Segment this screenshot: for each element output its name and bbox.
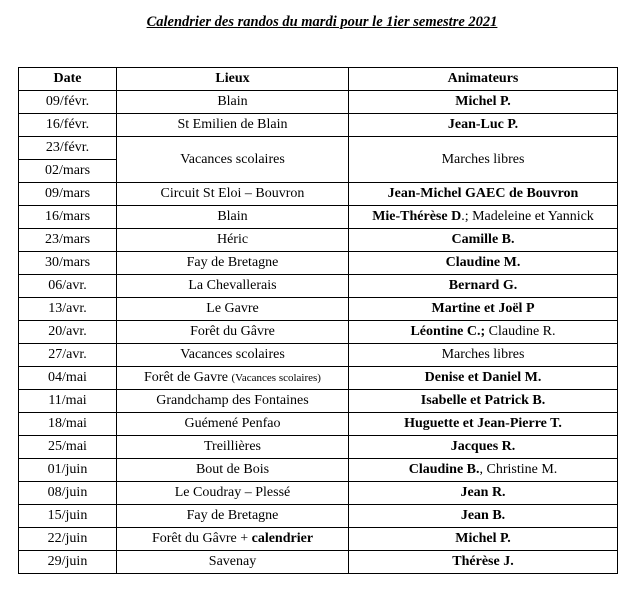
table-row xyxy=(19,206,618,229)
table-row xyxy=(19,505,618,528)
lieu-text: Forêt de Gavre xyxy=(144,370,232,385)
header-animateurs: Animateurs xyxy=(349,68,618,91)
date-cell: 16/févr. xyxy=(19,114,117,137)
lieu-cell: Blain xyxy=(117,91,349,114)
lieu-cell: Guémené Penfao xyxy=(117,413,349,436)
table-row xyxy=(19,275,618,298)
lieu-cell: Héric xyxy=(117,229,349,252)
date-cell: 15/juin xyxy=(19,505,117,528)
date-cell: 22/juin xyxy=(19,528,117,551)
header-date: Date xyxy=(19,68,117,91)
animateur-cell xyxy=(349,459,618,482)
table-row xyxy=(19,229,618,252)
table-row xyxy=(19,298,618,321)
table-row xyxy=(19,91,618,114)
animateur-bold: Mie-Thérèse D xyxy=(372,209,462,224)
table-row xyxy=(19,321,618,344)
animateur-rest: Claudine R. xyxy=(485,324,556,339)
document-title-text: Calendrier des randos du mardi pour le 1ier semestre 2021 xyxy=(146,14,498,30)
date-cell: 30/mars xyxy=(19,252,117,275)
date-cell: 23/févr. xyxy=(19,137,117,160)
animateur-cell: Martine et Joël P xyxy=(349,298,618,321)
document-title xyxy=(0,14,644,31)
table-row xyxy=(19,114,618,137)
lieu-note: (Vacances scolaires) xyxy=(231,372,321,384)
header-row xyxy=(19,68,618,91)
lieu-cell: Bout de Bois xyxy=(117,459,349,482)
date-cell: 06/avr. xyxy=(19,275,117,298)
animateur-cell: Jean R. xyxy=(349,482,618,505)
animateur-rest: .; Madeleine et Yannick xyxy=(461,209,594,224)
animateur-cell xyxy=(349,206,618,229)
lieu-cell: Vacances scolaires xyxy=(117,137,349,183)
lieu-cell: Vacances scolaires xyxy=(117,344,349,367)
table-row xyxy=(19,413,618,436)
date-cell: 11/mai xyxy=(19,390,117,413)
animateur-cell: Claudine M. xyxy=(349,252,618,275)
date-cell: 27/avr. xyxy=(19,344,117,367)
table-row xyxy=(19,459,618,482)
animateur-cell: Jean B. xyxy=(349,505,618,528)
lieu-cell: La Chevallerais xyxy=(117,275,349,298)
lieu-cell: Fay de Bretagne xyxy=(117,252,349,275)
table-row xyxy=(19,551,618,574)
date-cell: 16/mars xyxy=(19,206,117,229)
lieu-text: Forêt du Gâvre + xyxy=(151,531,252,546)
table-row xyxy=(19,390,618,413)
lieu-cell: Circuit St Eloi – Bouvron xyxy=(117,183,349,206)
animateur-cell: Isabelle et Patrick B. xyxy=(349,390,618,413)
animateur-bold: Claudine B. xyxy=(408,462,480,477)
date-cell: 09/mars xyxy=(19,183,117,206)
header-lieux: Lieux xyxy=(117,68,349,91)
animateur-cell: Michel P. xyxy=(349,528,618,551)
animateur-cell: Bernard G. xyxy=(349,275,618,298)
table-row xyxy=(19,344,618,367)
lieu-cell: Le Coudray – Plessé xyxy=(117,482,349,505)
animateur-cell: Thérèse J. xyxy=(349,551,618,574)
animateur-cell: Jean-Michel GAEC de Bouvron xyxy=(349,183,618,206)
table-row xyxy=(19,252,618,275)
date-cell: 25/mai xyxy=(19,436,117,459)
table-row xyxy=(19,482,618,505)
table-row xyxy=(19,528,618,551)
date-cell: 20/avr. xyxy=(19,321,117,344)
lieu-cell: St Emilien de Blain xyxy=(117,114,349,137)
date-cell: 02/mars xyxy=(19,160,117,183)
date-cell: 18/mai xyxy=(19,413,117,436)
animateur-cell: Denise et Daniel M. xyxy=(349,367,618,390)
lieu-cell: Forêt du Gâvre xyxy=(117,321,349,344)
animateur-rest: , Christine M. xyxy=(479,462,558,477)
date-cell: 08/juin xyxy=(19,482,117,505)
date-cell: 23/mars xyxy=(19,229,117,252)
animateur-cell: Jacques R. xyxy=(349,436,618,459)
lieu-cell: Le Gavre xyxy=(117,298,349,321)
animateur-cell xyxy=(349,321,618,344)
date-cell: 01/juin xyxy=(19,459,117,482)
animateur-cell: Marches libres xyxy=(349,344,618,367)
lieu-cell: Fay de Bretagne xyxy=(117,505,349,528)
schedule-table xyxy=(18,67,618,574)
animateur-cell: Camille B. xyxy=(349,229,618,252)
lieu-cell xyxy=(117,367,349,390)
animateur-cell: Michel P. xyxy=(349,91,618,114)
date-cell: 29/juin xyxy=(19,551,117,574)
animateur-cell: Jean-Luc P. xyxy=(349,114,618,137)
lieu-cell: Grandchamp des Fontaines xyxy=(117,390,349,413)
lieu-cell xyxy=(117,528,349,551)
lieu-cell: Blain xyxy=(117,206,349,229)
date-cell: 13/avr. xyxy=(19,298,117,321)
lieu-bold: calendrier xyxy=(251,531,314,546)
animateur-cell: Huguette et Jean-Pierre T. xyxy=(349,413,618,436)
animateur-bold: Léontine C.; xyxy=(410,324,486,339)
table-row xyxy=(19,436,618,459)
date-cell: 04/mai xyxy=(19,367,117,390)
lieu-cell: Treillières xyxy=(117,436,349,459)
animateur-cell: Marches libres xyxy=(349,137,618,183)
table-row xyxy=(19,367,618,390)
date-cell: 09/févr. xyxy=(19,91,117,114)
lieu-cell: Savenay xyxy=(117,551,349,574)
table-row xyxy=(19,137,618,160)
table-row xyxy=(19,183,618,206)
